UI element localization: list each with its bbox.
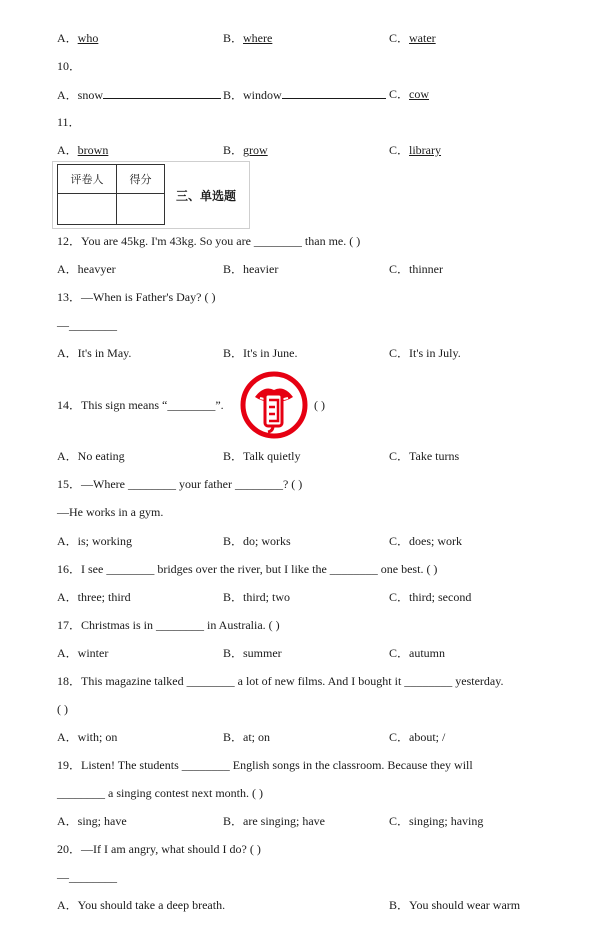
q17-stem: 17．Christmas is in ________ in Australia. ( ) [57,618,280,632]
grader-cell[interactable] [58,194,117,225]
q19-option-a: A．sing; have [57,814,127,828]
q9-option-a: A．who [57,31,99,45]
q16-option-a: A．three; third [57,590,131,604]
q9-option-b: B．where [223,31,273,45]
q13-option-c: C．It's in July. [389,346,461,360]
q18-option-c: C．about; / [389,730,446,744]
q18-stem: 18．This magazine talked ________ a lot of new films. And I bought it ________ yesterday. [57,674,504,688]
q16-option-c: C．third; second [389,590,472,604]
q10-number: 10． [57,59,82,73]
no-talking-sign-icon [240,371,308,439]
q13-option-a: A．It's in May. [57,346,132,360]
q11-number: 11． [57,115,81,129]
q18-option-a: A．with; on [57,730,118,744]
q15-stem: 15．—Where ________ your father ________? ( ) [57,477,303,491]
q15-answer-line: —He works in a gym. [57,505,164,519]
q16-stem: 16．I see ________ bridges over the river, but I like the ________ one best. ( ) [57,562,438,576]
q12-option-b: B．heavier [223,262,279,276]
q12-stem: 12．You are 45kg. I'm 43kg. So you are ________ than me. ( ) [57,234,361,248]
q13-stem: 13．—When is Father's Day? ( ) [57,290,216,304]
q14-option-c: C．Take turns [389,449,460,463]
q17-option-c: C．autumn [389,646,446,660]
q19-stem-line2: ________ a singing contest next month. ( ) [57,786,263,800]
q17-option-a: A．winter [57,646,109,660]
q20-answer-line: —________ [57,870,117,884]
q14-stem: 14．This sign means “________”. [57,398,224,412]
grader-header: 评卷人 [58,165,117,194]
q14-option-a: A．No eating [57,449,125,463]
q12-option-c: C．thinner [389,262,444,276]
q16-option-b: B．third; two [223,590,291,604]
q19-stem: 19．Listen! The students ________ English songs in the classroom. Because they will [57,758,473,772]
q17-option-b: B．summer [223,646,282,660]
q20-option-a: A．You should take a deep breath. [57,898,226,912]
q11-option-a: A．brown [57,143,109,157]
q11-option-c: C．library [389,143,442,157]
section-title: 三、单选题 [176,189,237,203]
q13-option-b: B．It's in June. [223,346,298,360]
q9-option-c: C．water [389,31,436,45]
q18-option-b: B．at; on [223,730,271,744]
score-cell[interactable] [117,194,165,225]
q10-option-a: A．snow [57,87,221,102]
q18-paren-line: ( ) [57,702,68,716]
q20-option-b: B．You should wear warm [389,898,521,912]
score-header: 得分 [117,165,165,194]
q20-stem: 20．—If I am angry, what should I do? ( ) [57,842,261,856]
q12-option-a: A．heavyer [57,262,116,276]
q19-option-c: C．singing; having [389,814,484,828]
q14-paren: ( ) [314,398,325,412]
q13-answer-line: —________ [57,318,117,332]
q10-option-b: B．window [223,87,386,102]
q10-option-c: C．cow [389,87,430,101]
q14-option-b: B．Talk quietly [223,449,301,463]
q19-option-b: B．are singing; have [223,814,325,828]
q15-option-c: C．does; work [389,534,463,548]
q11-option-b: B．grow [223,143,268,157]
q15-option-b: B．do; works [223,534,291,548]
q15-option-a: A．is; working [57,534,133,548]
score-table [57,164,165,225]
